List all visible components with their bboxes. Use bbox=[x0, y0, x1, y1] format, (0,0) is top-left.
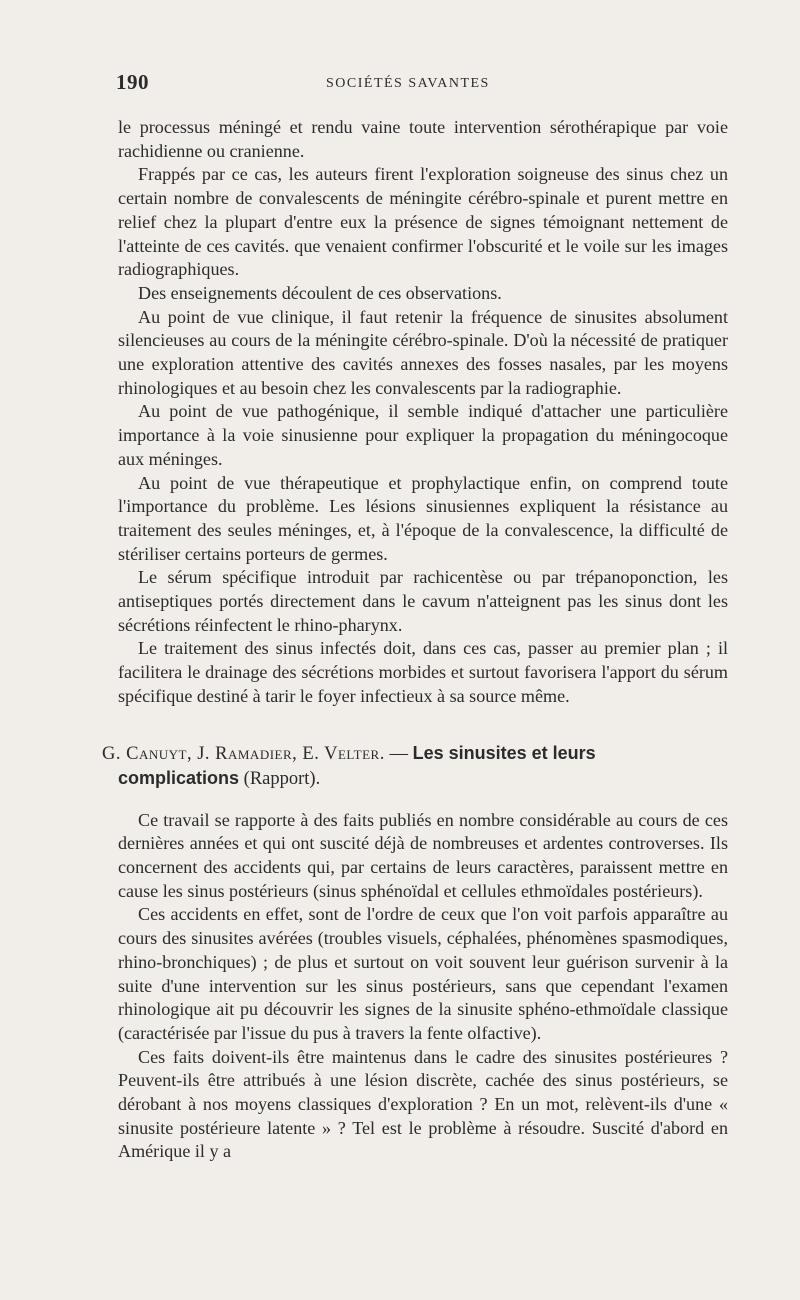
running-title: SOCIÉTÉS SAVANTES bbox=[326, 76, 490, 91]
paragraph: Au point de vue thérapeutique et prophylactique enfin, on comprend toute l'importance du problème. Les lésions sinusiennes expliquent la résistance au traitement des seules méninges, et, à l'époque de la convalescence, la difficulté de stériliser certains porteurs de germes. bbox=[118, 472, 728, 564]
article-type: (Rapport). bbox=[243, 768, 321, 789]
heading-dash: — bbox=[389, 743, 408, 764]
paragraph: Ces accidents en effet, sont de l'ordre de ceux que l'on voit parfois apparaître au cours des sinusites avérées (troubles visuels, céphalées, phénomènes spasmodiques, rhino-bronchiques) ; de plus et surtout on voit souvent leur guérison survenir à la suite d'une intervention sur les sinus postérieurs, sans que cependant l'examen rhinologique ait pu découvrir les signes de la sinusite sphéno-ethmoïdale classique (caractérisée par l'issue du pus à travers la fente olfactive). bbox=[118, 904, 728, 1043]
article-title: Les sinusites et leurs bbox=[412, 742, 596, 763]
article-authors: G. Canuyt, J. Ramadier, E. Velter. bbox=[102, 743, 385, 764]
paragraph: Au point de vue clinique, il faut retenir la fréquence de sinusites absolument silencieuses au cours de la méningite cérébro-spinale. D'où la nécessité de pratiquer une exploration attentive des cavités annexes des fosses nasales, par les moyens rhinologiques et au besoin chez les convalescents par la radiographie. bbox=[118, 306, 728, 398]
paragraph: le processus méningé et rendu vaine toute intervention sérothérapique par voie rachidienne ou cranienne. bbox=[118, 117, 728, 161]
article-heading bbox=[102, 741, 728, 791]
paragraph: Des enseignements découlent de ces observations. bbox=[138, 282, 502, 303]
article-title-continued: complications bbox=[118, 767, 240, 788]
page-header bbox=[102, 70, 728, 100]
paragraph: Ce travail se rapporte à des faits publiés en nombre considérable au cours de ces dernières années et qui ont suscité déjà de nombreuses et ardentes controverses. Ils concernent des accidents qui, par certains de leurs caractères, paraissent mettre en cause les sinus postérieurs (sinus sphénoïdal et cellules ethmoïdales postérieurs). bbox=[118, 809, 728, 901]
paragraph: Ces faits doivent-ils être maintenus dans le cadre des sinusites postérieures ? Peuvent-ils être attribués à une lésion discrète, cachée des sinus postérieurs, se dérobant à nos moyens classiques d'exploration ? En un mot, relèvent-ils d'une « sinusite postérieure latente » ? Tel est le problème à résoudre. Suscité d'abord en Amérique il y a bbox=[118, 1046, 728, 1162]
paragraph: Au point de vue pathogénique, il semble indiqué d'attacher une particulière importance à la voie sinusienne pour expliquer la propagation du méningocoque aux méninges. bbox=[118, 401, 728, 469]
paragraph: Le traitement des sinus infectés doit, dans ces cas, passer au premier plan ; il facilitera le drainage des sécrétions morbides et surtout favorisera l'apport du sérum spécifique destiné à tarir le foyer infectieux à sa source même. bbox=[118, 638, 728, 706]
section-gap bbox=[102, 709, 728, 741]
section-sinusites-report bbox=[102, 741, 728, 1165]
paragraph: Le sérum spécifique introduit par rachicentèse ou par trépanoponction, les antiseptiques portés directement dans le cavum n'atteignent pas les sinus dont les sécrétions réinfectent le rhino-pharynx. bbox=[118, 567, 728, 635]
page-number: 190 bbox=[116, 70, 149, 94]
paragraph: Frappés par ce cas, les auteurs firent l'exploration soigneuse des sinus chez un certain nombre de convalescents de méningite cérébro-spinale et purent mettre en relief chez la plupart d'entre eux la présence de signes témoignant nettement de l'atteinte de ces cavités. que venaient confirmer l'obscurité et le voile sur les images radiographiques. bbox=[118, 164, 728, 280]
section-continued-report bbox=[102, 116, 728, 709]
